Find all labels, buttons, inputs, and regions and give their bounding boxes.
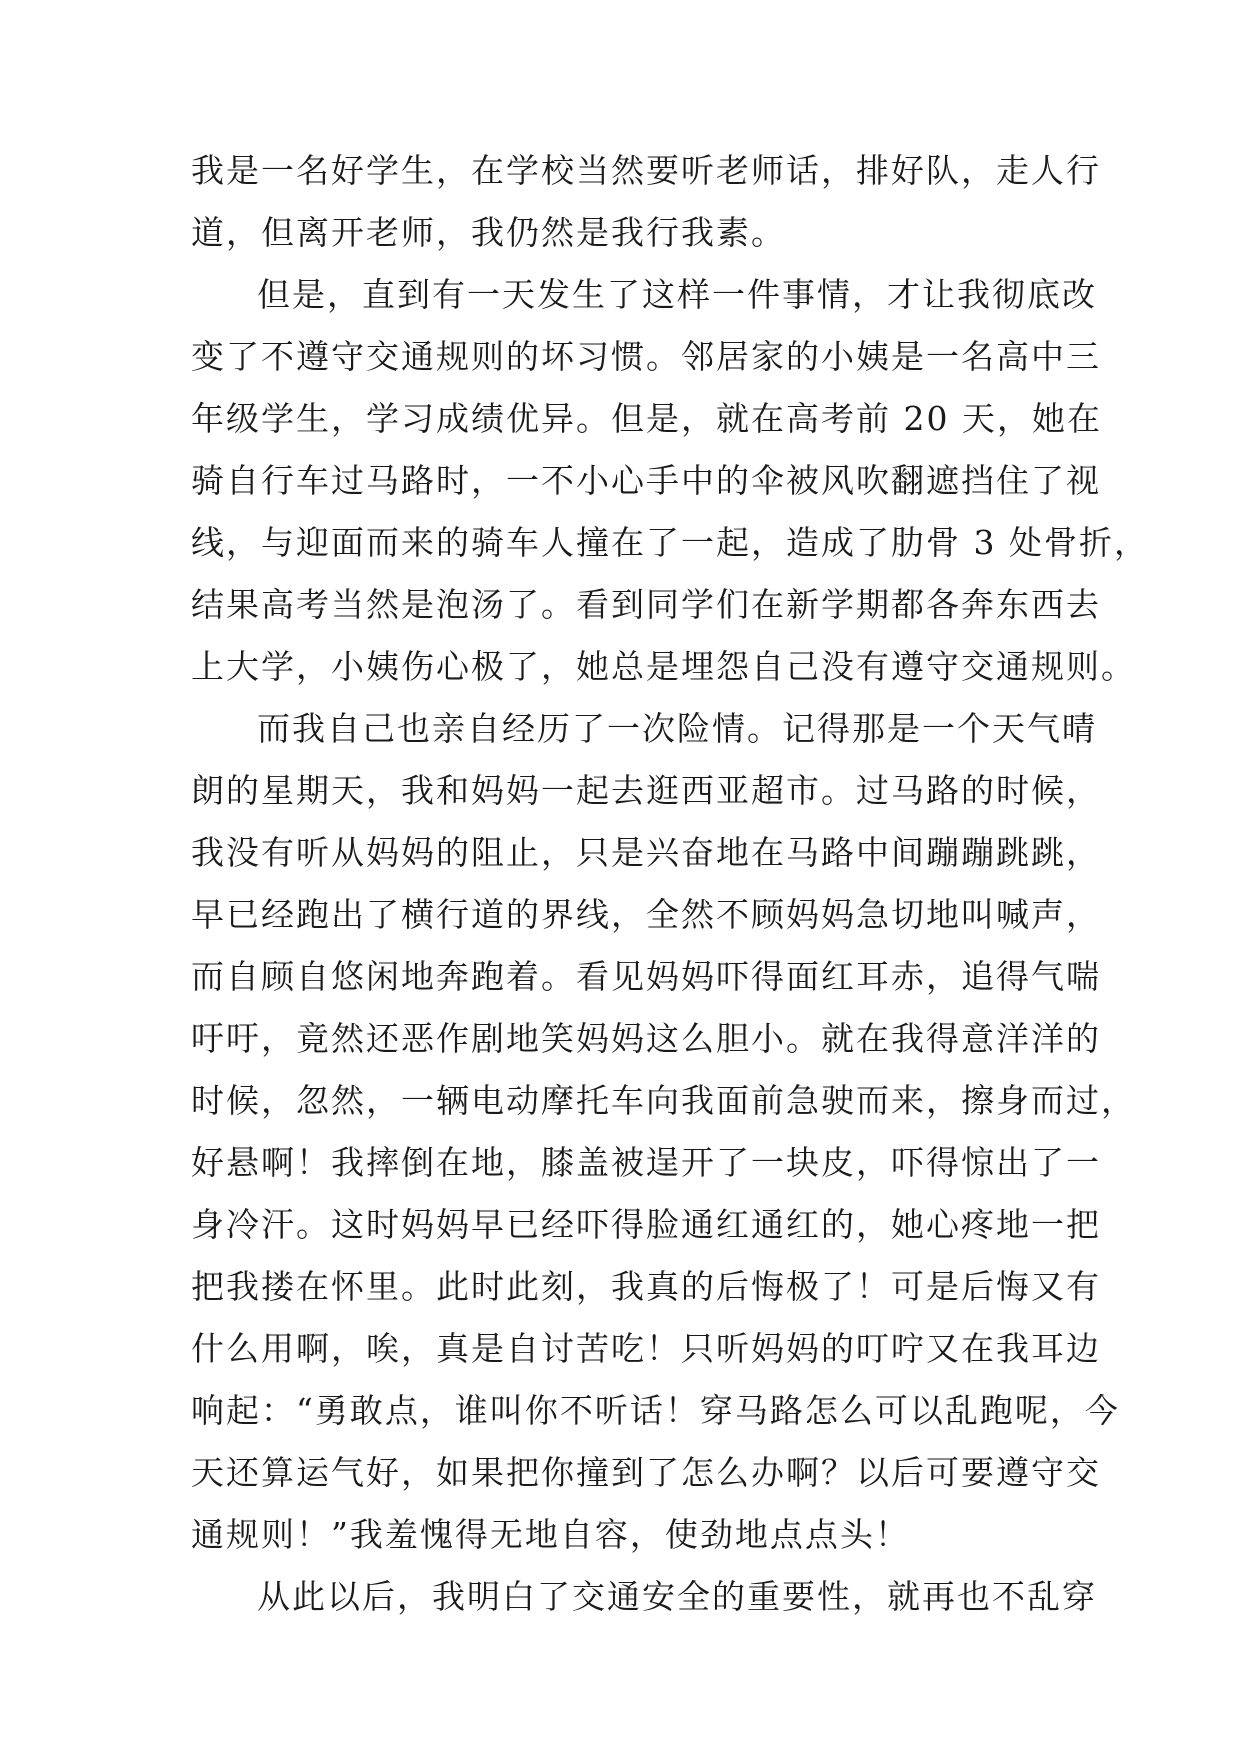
text-line: 通规则！”我羞愧得无地自容，使劲地点点头！ [191,1515,910,1554]
text-line: 变了不遵守交通规则的坏习惯。邻居家的小姨是一名高中三 [191,337,1101,376]
text-line: 道，但离开老师，我仍然是我行我素。 [191,213,786,252]
text-line: 吁吁，竟然还恶作剧地笑妈妈这么胆小。就在我得意洋洋的 [191,1019,1101,1058]
text-line: 响起：“勇敢点，谁叫你不听话！穿马路怎么可以乱跑呢，今 [191,1391,1120,1430]
text-line: 把我搂在怀里。此时此刻，我真的后悔极了！可是后悔又有 [191,1267,1101,1306]
text-line: 我没有听从妈妈的阻止，只是兴奋地在马路中间蹦蹦跳跳， [191,833,1101,872]
text-line: 骑自行车过马路时，一不小心手中的伞被风吹翻遮挡住了视 [191,461,1101,500]
text-line: 我是一名好学生，在学校当然要听老师话，排好队，走人行 [191,151,1101,190]
paragraph-start-line: 从此以后，我明白了交通安全的重要性，就再也不乱穿 [257,1577,1097,1616]
text-line: 什么用啊，唉，真是自讨苦吃！只听妈妈的叮咛又在我耳边 [191,1329,1101,1368]
text-line: 上大学，小姨伤心极了，她总是埋怨自己没有遵守交通规则。 [191,647,1136,686]
text-line: 结果高考当然是泡汤了。看到同学们在新学期都各奔东西去 [191,585,1101,624]
text-line: 时候，忽然，一辆电动摩托车向我面前急驶而来，擦身而过， [191,1081,1136,1120]
paragraph-start-line: 而我自己也亲自经历了一次险情。记得那是一个天气晴 [257,709,1097,748]
paragraph-start-line: 但是，直到有一天发生了这样一件事情，才让我彻底改 [257,275,1097,314]
text-line: 天还算运气好，如果把你撞到了怎么办啊？以后可要遵守交 [191,1453,1101,1492]
text-line: 年级学生，学习成绩优异。但是，就在高考前 20 天，她在 [191,399,1102,438]
text-line: 早已经跑出了横行道的界线，全然不顾妈妈急切地叫喊声， [191,895,1101,934]
text-line: 而自顾自悠闲地奔跑着。看见妈妈吓得面红耳赤，追得气喘 [191,957,1101,996]
text-line: 好悬啊！我摔倒在地，膝盖被逞开了一块皮，吓得惊出了一 [191,1143,1101,1182]
text-line: 朗的星期天，我和妈妈一起去逛西亚超市。过马路的时候， [191,771,1101,810]
text-line: 身冷汗。这时妈妈早已经吓得脸通红通红的，她心疼地一把 [191,1205,1101,1244]
text-line: 线，与迎面而来的骑车人撞在了一起，造成了肋骨 3 处骨折， [191,523,1149,562]
